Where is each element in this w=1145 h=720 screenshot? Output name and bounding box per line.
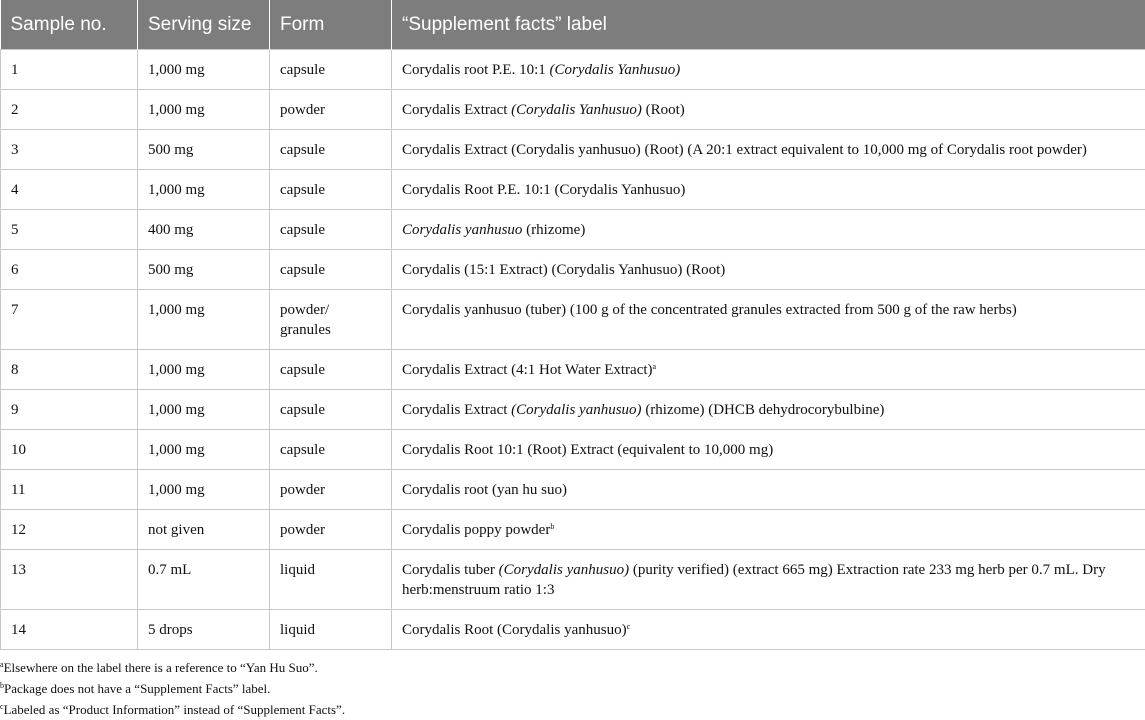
header-form: Form	[270, 0, 392, 50]
sample-no-cell: 1	[1, 50, 138, 90]
label-text: Corydalis Extract (Corydalis yanhusuo) (Root) (A 20:1 extract equivalent to 10,000 mg of Corydalis root powder)	[402, 142, 1087, 158]
form-cell: capsule	[270, 390, 392, 430]
table-row	[1, 510, 1145, 550]
label-cell	[392, 610, 1145, 650]
footnotes	[0, 657, 1145, 720]
label-species-italic: (Corydalis yanhusuo)	[499, 562, 629, 578]
table-row	[1, 170, 1145, 210]
serving-size-cell: 1,000 mg	[138, 470, 270, 510]
footnote	[0, 678, 1145, 699]
serving-size-cell: 1,000 mg	[138, 50, 270, 90]
table-header	[1, 0, 1145, 50]
header-serving-size: Serving size	[138, 0, 270, 50]
footnote-mark: b	[0, 681, 4, 690]
label-cell	[392, 390, 1145, 430]
label-text: Corydalis Extract	[402, 402, 511, 418]
form-cell: liquid	[270, 550, 392, 610]
sample-no-cell: 9	[1, 390, 138, 430]
serving-size-cell: 5 drops	[138, 610, 270, 650]
label-cell	[392, 510, 1145, 550]
footnote	[0, 657, 1145, 678]
label-cell	[392, 290, 1145, 350]
label-text: Corydalis yanhusuo (tuber) (100 g of the concentrated granules extracted from 500 g of the raw herbs)	[402, 302, 1017, 318]
label-text: Corydalis Extract (4:1 Hot Water Extract)	[402, 362, 653, 378]
header-sample-no: Sample no.	[1, 0, 138, 50]
label-text: Corydalis tuber	[402, 562, 499, 578]
sample-no-cell: 10	[1, 430, 138, 470]
sample-no-cell: 12	[1, 510, 138, 550]
table-row	[1, 610, 1145, 650]
label-species-italic: Corydalis yanhusuo	[402, 222, 522, 238]
sample-no-cell: 13	[1, 550, 138, 610]
table-row	[1, 250, 1145, 290]
label-cell	[392, 250, 1145, 290]
form-cell: powder	[270, 470, 392, 510]
form-cell: liquid	[270, 610, 392, 650]
serving-size-cell: 1,000 mg	[138, 90, 270, 130]
label-cell	[392, 130, 1145, 170]
label-text: Corydalis root P.E. 10:1	[402, 62, 550, 78]
footnote-marker: b	[550, 522, 554, 531]
form-cell: capsule	[270, 430, 392, 470]
sample-no-cell: 8	[1, 350, 138, 390]
label-text: Corydalis poppy powder	[402, 522, 550, 538]
form-cell: capsule	[270, 210, 392, 250]
form-cell: capsule	[270, 130, 392, 170]
sample-no-cell: 6	[1, 250, 138, 290]
label-cell	[392, 350, 1145, 390]
table-row	[1, 130, 1145, 170]
footnote-mark: a	[0, 660, 4, 669]
label-cell	[392, 50, 1145, 90]
table-row	[1, 290, 1145, 350]
label-cell	[392, 430, 1145, 470]
table-row	[1, 50, 1145, 90]
form-cell: powder	[270, 90, 392, 130]
sample-no-cell: 2	[1, 90, 138, 130]
serving-size-cell: 400 mg	[138, 210, 270, 250]
form-cell: capsule	[270, 170, 392, 210]
sample-no-cell: 11	[1, 470, 138, 510]
sample-no-cell: 4	[1, 170, 138, 210]
label-text: Corydalis (15:1 Extract) (Corydalis Yanhusuo) (Root)	[402, 262, 725, 278]
label-cell	[392, 170, 1145, 210]
sample-no-cell: 7	[1, 290, 138, 350]
serving-size-cell: not given	[138, 510, 270, 550]
label-species-italic: (Corydalis Yanhusuo)	[550, 62, 681, 78]
table-row	[1, 470, 1145, 510]
label-cell	[392, 90, 1145, 130]
serving-size-cell: 1,000 mg	[138, 170, 270, 210]
table-row	[1, 210, 1145, 250]
form-cell: capsule	[270, 50, 392, 90]
table-row	[1, 550, 1145, 610]
serving-size-cell: 1,000 mg	[138, 390, 270, 430]
label-text-suffix: (rhizome)	[522, 222, 585, 238]
label-text: Corydalis root (yan hu suo)	[402, 482, 567, 498]
footnote	[0, 699, 1145, 720]
serving-size-cell: 1,000 mg	[138, 350, 270, 390]
serving-size-cell: 0.7 mL	[138, 550, 270, 610]
label-text: Corydalis Root P.E. 10:1 (Corydalis Yanhusuo)	[402, 182, 685, 198]
label-text: Corydalis Root (Corydalis yanhusuo)	[402, 622, 627, 638]
form-cell: capsule	[270, 350, 392, 390]
table-row	[1, 430, 1145, 470]
table-row	[1, 350, 1145, 390]
footnote-mark: c	[0, 702, 4, 711]
sample-no-cell: 5	[1, 210, 138, 250]
footnote-text: Labeled as “Product Information” instead of “Supplement Facts”.	[4, 702, 346, 717]
serving-size-cell: 500 mg	[138, 250, 270, 290]
table-body	[1, 50, 1145, 650]
serving-size-cell: 500 mg	[138, 130, 270, 170]
serving-size-cell: 1,000 mg	[138, 290, 270, 350]
label-cell	[392, 210, 1145, 250]
table-row	[1, 390, 1145, 430]
footnote-text: Elsewhere on the label there is a reference to “Yan Hu Suo”.	[4, 660, 318, 675]
sample-no-cell: 3	[1, 130, 138, 170]
header-label: “Supplement facts” label	[392, 0, 1145, 50]
label-text: Corydalis Extract	[402, 102, 511, 118]
label-text-suffix: (rhizome) (DHCB dehydrocorybulbine)	[642, 402, 885, 418]
label-text: Corydalis Root 10:1 (Root) Extract (equivalent to 10,000 mg)	[402, 442, 773, 458]
footnote-text: Package does not have a “Supplement Facts” label.	[4, 681, 270, 696]
label-text-suffix: (Root)	[642, 102, 685, 118]
serving-size-cell: 1,000 mg	[138, 430, 270, 470]
label-species-italic: (Corydalis Yanhusuo)	[511, 102, 642, 118]
sample-no-cell: 14	[1, 610, 138, 650]
table-row	[1, 90, 1145, 130]
label-text-suffix: (purity verified) (extract 665 mg) Extraction rate 233 mg herb per 0.7 mL. Dry herb:menstruum ratio 1:3	[402, 562, 1106, 598]
footnote-marker: c	[627, 622, 631, 631]
form-cell: powder/ granules	[270, 290, 392, 350]
footnote-marker: a	[653, 362, 657, 371]
label-cell	[392, 470, 1145, 510]
form-cell: powder	[270, 510, 392, 550]
label-cell	[392, 550, 1145, 610]
form-cell: capsule	[270, 250, 392, 290]
label-species-italic: (Corydalis yanhusuo)	[511, 402, 641, 418]
header-row	[1, 0, 1145, 50]
